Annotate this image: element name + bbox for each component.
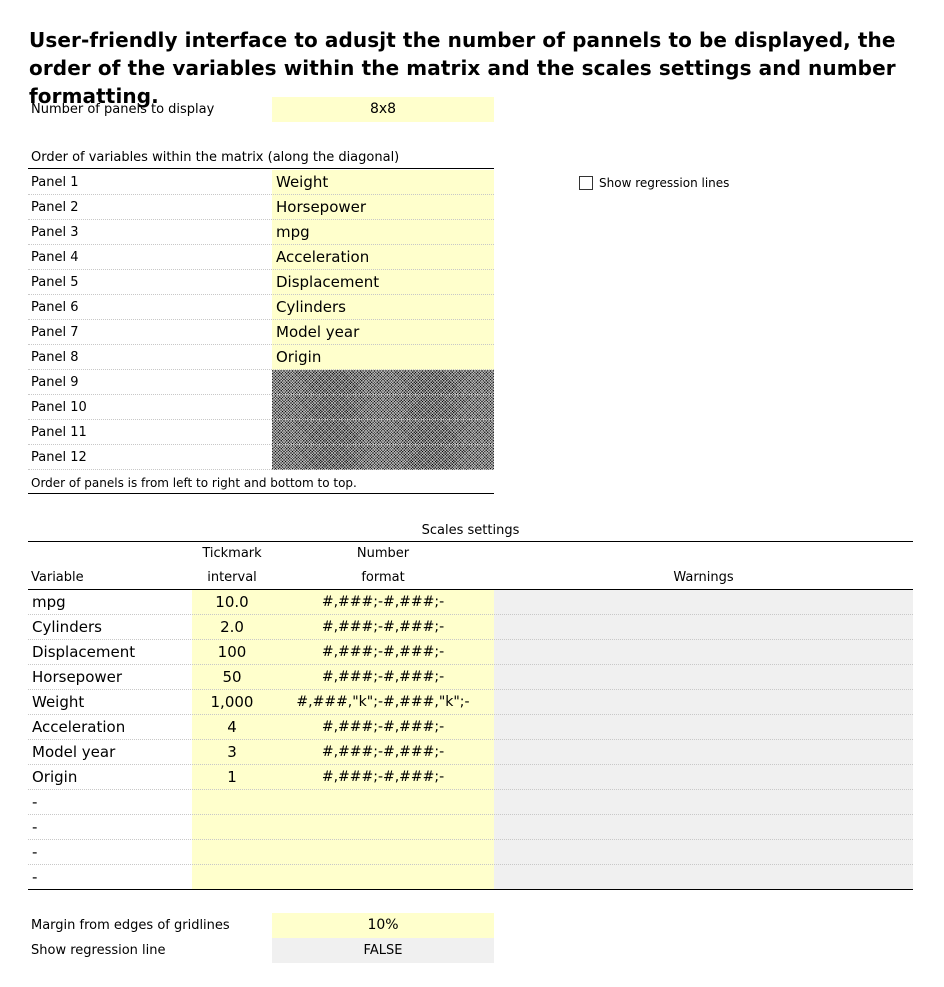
scale-variable: Cylinders (32, 618, 102, 636)
panel-row-label: Panel 2 (31, 200, 79, 215)
panel-variable-cell[interactable] (272, 395, 494, 420)
scales-top-border (28, 541, 913, 542)
scales-title: Scales settings (421, 523, 520, 538)
warnings-header: Warnings (673, 570, 734, 585)
order-note: Order of panels is from left to right and bottom to top. (31, 476, 357, 490)
number-format-input[interactable]: #,###;-#,###;- (321, 644, 445, 660)
tickmark-interval-input[interactable] (192, 815, 272, 840)
panel-row-label: Panel 3 (31, 225, 79, 240)
number-format-input[interactable]: #,###;-#,###;- (321, 594, 445, 610)
regression-checkbox[interactable] (579, 176, 593, 190)
margin-input[interactable]: 10% (272, 913, 494, 938)
show-regression-value: FALSE (272, 938, 494, 963)
tickmark-interval-input[interactable]: 1,000 (210, 693, 254, 711)
number-format-input[interactable] (272, 790, 494, 815)
number-format-input[interactable]: #,###;-#,###;- (321, 619, 445, 635)
number-format-input[interactable]: #,###,"k";-#,###,"k";- (296, 694, 470, 710)
panel-row-label: Panel 12 (31, 450, 87, 465)
panel-variable-cell[interactable] (272, 370, 494, 395)
panel-row-label: Panel 11 (31, 425, 87, 440)
panel-variable-value: Origin (276, 348, 322, 366)
panel-variable-value: Displacement (276, 273, 380, 291)
tickmark-interval-input[interactable]: 1 (227, 768, 237, 786)
tickmark-interval-input[interactable]: 10.0 (215, 593, 249, 611)
number-format-input[interactable] (272, 865, 494, 890)
number-format-input[interactable]: #,###;-#,###;- (321, 719, 445, 735)
tickmark-interval-input[interactable] (192, 790, 272, 815)
panel-variable-value: mpg (276, 223, 310, 241)
scale-variable: Weight (32, 693, 85, 711)
scales-bottom-border (28, 889, 913, 890)
show-regression-label: Show regression line (31, 943, 166, 958)
order-top-border (28, 168, 494, 169)
tickmark-interval-input[interactable] (192, 865, 272, 890)
tickmark-interval-input[interactable]: 3 (227, 743, 237, 761)
panel-variable-value: Cylinders (276, 298, 346, 316)
tickmark-interval-input[interactable]: 50 (222, 668, 242, 686)
tickmark-interval-input[interactable]: 4 (227, 718, 237, 736)
scale-variable: Displacement (32, 643, 136, 661)
scale-variable: - (32, 843, 38, 861)
scale-variable: - (32, 868, 38, 886)
format-header-1: Number (356, 546, 410, 561)
number-format-input[interactable]: #,###;-#,###;- (321, 669, 445, 685)
scale-variable: - (32, 793, 38, 811)
number-format-input[interactable]: #,###;-#,###;- (321, 744, 445, 760)
panels-count-label: Number of panels to display (31, 102, 215, 117)
scale-variable: Horsepower (32, 668, 123, 686)
tickmark-interval-input[interactable]: 2.0 (220, 618, 244, 636)
tick-header-1: Tickmark (202, 546, 262, 561)
format-header-2: format (361, 570, 405, 585)
order-header: Order of variables within the matrix (along the diagonal) (31, 150, 400, 165)
scale-variable: mpg (32, 593, 66, 611)
panel-variable-value: Weight (276, 173, 329, 191)
page-title: User-friendly interface to adusjt the number of pannels to be displayed, the order of the variables within the matrix and the scales settings and number formatting. (29, 28, 896, 108)
scale-variable: - (32, 818, 38, 836)
panel-variable-value: Horsepower (276, 198, 367, 216)
tickmark-interval-input[interactable]: 100 (217, 643, 247, 661)
panel-variable-cell[interactable] (272, 445, 494, 470)
panel-row-label: Panel 7 (31, 325, 79, 340)
variable-header: Variable (31, 570, 84, 585)
panel-row-label: Panel 5 (31, 275, 79, 290)
scale-variable: Model year (32, 743, 116, 761)
number-format-input[interactable]: #,###;-#,###;- (321, 769, 445, 785)
panel-variable-value: Acceleration (276, 248, 370, 266)
row-separator (28, 469, 494, 470)
panels-count-input[interactable]: 8x8 (272, 97, 494, 122)
panel-variable-cell[interactable] (272, 420, 494, 445)
tickmark-interval-input[interactable] (192, 840, 272, 865)
panel-row-label: Panel 1 (31, 175, 79, 190)
number-format-input[interactable] (272, 840, 494, 865)
panel-row-label: Panel 6 (31, 300, 79, 315)
panel-row-label: Panel 4 (31, 250, 79, 265)
panel-row-label: Panel 8 (31, 350, 79, 365)
scale-variable: Acceleration (32, 718, 126, 736)
panel-variable-value: Model year (276, 323, 360, 341)
panel-row-label: Panel 10 (31, 400, 87, 415)
margin-label: Margin from edges of gridlines (31, 918, 230, 933)
panel-row-label: Panel 9 (31, 375, 79, 390)
regression-checkbox-label: Show regression lines (599, 176, 730, 190)
scale-variable: Origin (32, 768, 78, 786)
number-format-input[interactable] (272, 815, 494, 840)
order-bottom-border (28, 493, 494, 494)
tick-header-2: interval (207, 570, 257, 585)
